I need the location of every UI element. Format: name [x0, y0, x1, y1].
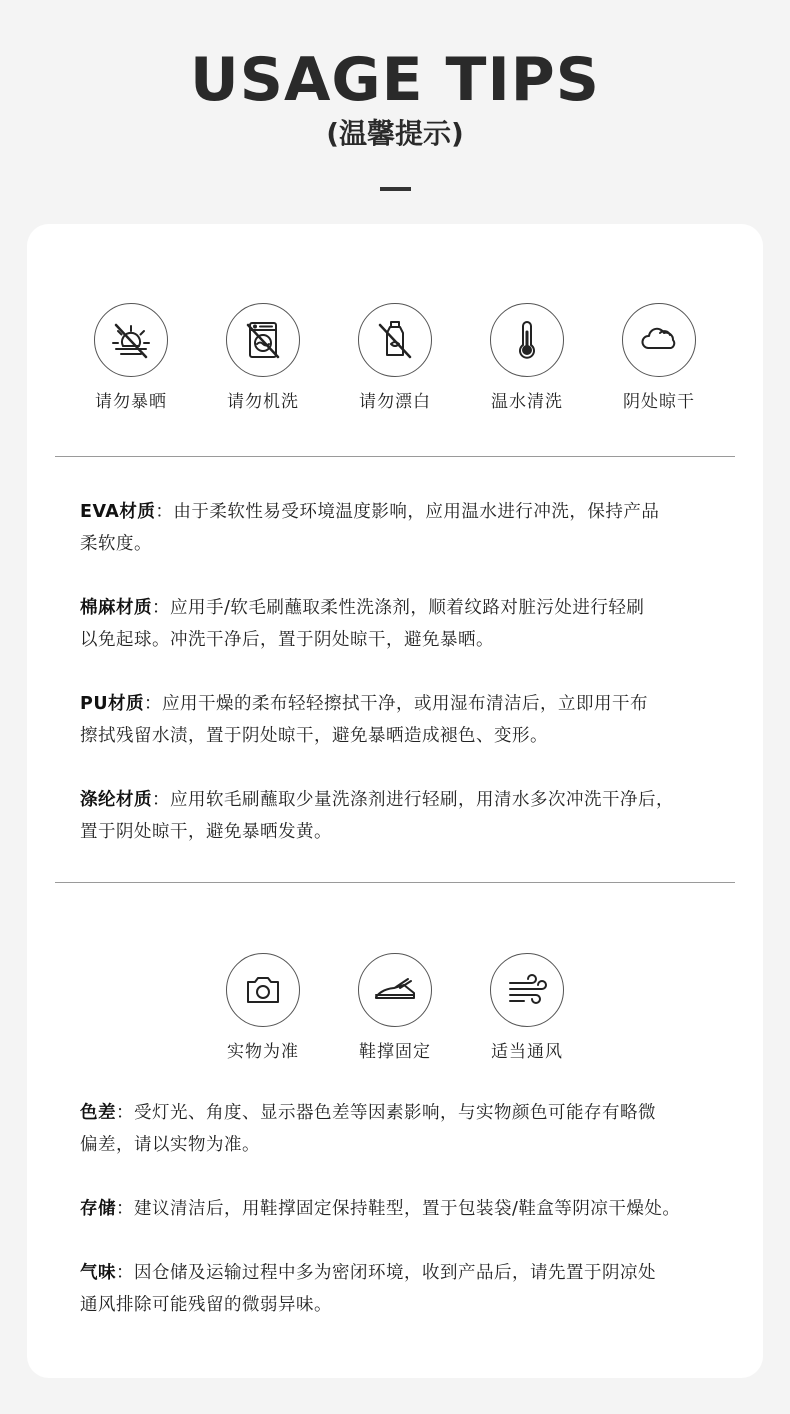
material-name: EVA材质 [80, 502, 156, 522]
material-name: PU材质 [80, 694, 145, 714]
care-label: 请勿暴晒 [95, 392, 167, 412]
care-label: 温水清洗 [491, 392, 563, 412]
care-item-no-bleach [330, 303, 460, 417]
section-divider [55, 456, 735, 457]
camera-icon [238, 965, 288, 1015]
material-eva: EVA材质：由于柔软性易受环境温度影响，应用温水进行冲洗，保持产品 柔软度。 [80, 502, 660, 554]
care-label: 请勿机洗 [227, 392, 299, 412]
info-item-actual-product [198, 953, 328, 1067]
no-bleach-icon [370, 315, 420, 365]
material-name: 棉麻材质 [80, 598, 152, 618]
care-label: 阴处晾干 [623, 392, 695, 412]
page-title: USAGE TIPS [190, 45, 600, 115]
note-odor: 气味：因仓储及运输过程中多为密闭环境，收到产品后，请先置于阴凉处 通风排除可能残留的微弱异味。 [80, 1263, 656, 1315]
care-item-warm-wash [462, 303, 592, 417]
material-polyester: 涤纶材质：应用软毛刷蘸取少量洗涤剂进行轻刷，用清水多次冲洗干净后， 置于阴处晾干，避免暴晒发黄。 [80, 790, 674, 842]
note-name: 存储 [80, 1199, 116, 1219]
note-color-difference: 色差：受灯光、角度、显示器色差等因素影响，与实物颜色可能存有略微 偏差，请以实物为准。 [80, 1103, 656, 1155]
info-label: 实物为准 [227, 1042, 299, 1062]
info-item-shoe-tree [330, 953, 460, 1067]
info-label: 鞋撑固定 [359, 1042, 431, 1062]
thermometer-icon [502, 315, 552, 365]
cloud-icon [634, 315, 684, 365]
material-name: 涤纶材质 [80, 790, 152, 810]
section-divider [55, 882, 735, 883]
material-pu: PU材质：应用干燥的柔布轻轻擦拭干净，或用湿布清洁后，立即用干布 擦拭残留水渍，置于阴处晾干，避免暴晒造成褪色、变形。 [80, 694, 649, 746]
material-cotton-linen: 棉麻材质：应用手/软毛刷蘸取柔性洗涤剂，顺着纹路对脏污处进行轻刷 以免起球。冲洗干净后，置于阴处晾干，避免暴晒。 [80, 598, 645, 650]
note-name: 气味 [80, 1263, 116, 1283]
info-item-ventilation [462, 953, 592, 1067]
no-sun-icon [106, 315, 156, 365]
care-item-no-machine-wash [198, 303, 328, 417]
wind-icon [502, 965, 552, 1015]
info-label: 适当通风 [491, 1042, 563, 1062]
care-item-no-sun [66, 303, 196, 417]
note-storage: 存储：建议清洁后，用鞋撑固定保持鞋型，置于包装袋/鞋盒等阴凉干燥处。 [80, 1199, 681, 1219]
care-item-shade-dry [594, 303, 724, 417]
care-label: 请勿漂白 [359, 392, 431, 412]
title-divider [380, 187, 411, 191]
note-name: 色差 [80, 1103, 116, 1123]
no-machine-wash-icon [238, 315, 288, 365]
shoe-tree-icon [370, 965, 420, 1015]
page-subtitle: (温馨提示) [326, 117, 464, 150]
